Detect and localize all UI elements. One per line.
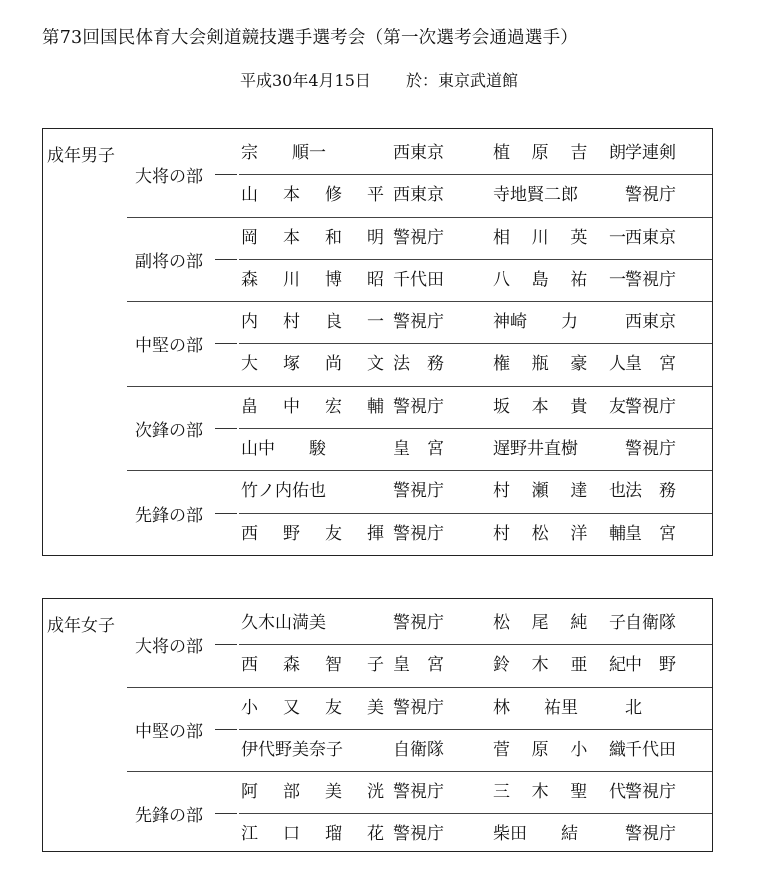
player-name-left: 岡 本 和 明 bbox=[241, 227, 384, 248]
player-name-right: 神崎 力 bbox=[493, 312, 578, 333]
player-name-left: 江 口 瑠 花 bbox=[241, 824, 384, 845]
player-name-right: 村 瀬 達 也 bbox=[493, 481, 626, 502]
division-label: 次鋒の部 bbox=[135, 416, 205, 441]
player-row bbox=[43, 771, 712, 813]
affiliation-right: 千代田 bbox=[625, 739, 676, 760]
row-separator bbox=[239, 343, 712, 344]
men-selection-table bbox=[42, 128, 713, 556]
affiliation-left: 警視庁 bbox=[393, 613, 444, 633]
player-name-right: 柴田 結 bbox=[493, 824, 578, 845]
player-name-right: 菅 原 小 織 bbox=[493, 739, 626, 760]
player-row bbox=[43, 386, 712, 428]
affiliation-right: 警視庁 bbox=[625, 782, 676, 803]
player-name-left: 大 塚 尚 文 bbox=[241, 354, 384, 375]
player-name-left: 久木山満美 bbox=[241, 613, 326, 633]
event-venue: 於：東京武道館 bbox=[406, 71, 519, 90]
player-row bbox=[43, 132, 712, 174]
row-separator bbox=[239, 813, 712, 814]
division-label: 中堅の部 bbox=[135, 331, 205, 356]
player-row bbox=[43, 513, 712, 555]
player-row bbox=[43, 602, 712, 644]
division-block bbox=[43, 602, 712, 687]
player-name-left: 畠 中 宏 輔 bbox=[241, 396, 384, 417]
division-label: 副将の部 bbox=[135, 247, 205, 272]
player-name-right: 林 祐里 bbox=[493, 697, 578, 718]
affiliation-right: 自衛隊 bbox=[625, 613, 676, 633]
division-block bbox=[43, 301, 712, 386]
division-block bbox=[43, 687, 712, 772]
affiliation-left: 警視庁 bbox=[393, 312, 444, 333]
women-selection-table bbox=[42, 598, 713, 852]
affiliation-right: 中 野 bbox=[625, 655, 676, 676]
event-date: 平成30年4月15日 bbox=[240, 71, 371, 90]
division-block bbox=[43, 470, 712, 555]
player-row bbox=[43, 301, 712, 343]
player-name-left: 山中 駿 bbox=[241, 439, 326, 460]
document-title: 第73回国民体育大会剣道競技選手選考会（第一次選考会通過選手） bbox=[42, 28, 578, 48]
affiliation-right: 皇 宮 bbox=[625, 523, 676, 544]
row-separator bbox=[239, 644, 712, 645]
player-name-left: 阿 部 美 洸 bbox=[241, 782, 384, 803]
row-separator bbox=[239, 174, 712, 175]
affiliation-right: 警視庁 bbox=[625, 439, 676, 460]
affiliation-left: 警視庁 bbox=[393, 396, 444, 417]
row-separator bbox=[239, 428, 712, 429]
player-name-left: 小 又 友 美 bbox=[241, 697, 384, 718]
affiliation-left: 自衛隊 bbox=[393, 739, 444, 760]
category-label: 成年女子 bbox=[47, 616, 115, 636]
player-name-right: 三 木 聖 代 bbox=[493, 782, 626, 803]
event-info bbox=[240, 68, 518, 91]
affiliation-left: 皇 宮 bbox=[393, 655, 444, 676]
division-block bbox=[43, 771, 712, 856]
player-name-right: 相 川 英 一 bbox=[493, 227, 626, 248]
affiliation-left: 警視庁 bbox=[393, 782, 444, 803]
affiliation-right: 皇 宮 bbox=[625, 354, 676, 375]
player-name-left: 山 本 修 平 bbox=[241, 185, 384, 206]
affiliation-right: 北 bbox=[625, 697, 642, 718]
affiliation-left: 警視庁 bbox=[393, 227, 444, 248]
division-label: 中堅の部 bbox=[135, 717, 205, 742]
player-row bbox=[43, 644, 712, 686]
affiliation-right: 警視庁 bbox=[625, 824, 676, 845]
player-name-left: 西 野 友 揮 bbox=[241, 523, 384, 544]
division-label: 大将の部 bbox=[135, 632, 205, 657]
affiliation-left: 警視庁 bbox=[393, 824, 444, 845]
division-label: 先鋒の部 bbox=[135, 801, 205, 826]
player-name-left: 伊代野美奈子 bbox=[241, 739, 343, 760]
affiliation-right: 警視庁 bbox=[625, 396, 676, 417]
player-name-right: 遅野井直樹 bbox=[493, 439, 578, 460]
player-name-right: 植 原 吉 朗 bbox=[493, 143, 626, 163]
player-name-right: 村 松 洋 輔 bbox=[493, 523, 626, 544]
affiliation-left: 警視庁 bbox=[393, 697, 444, 718]
player-row bbox=[43, 813, 712, 855]
player-name-left: 西 森 智 子 bbox=[241, 655, 384, 676]
player-name-right: 寺地賢二郎 bbox=[493, 185, 578, 206]
affiliation-left: 皇 宮 bbox=[393, 439, 444, 460]
affiliation-right: 学連剣 bbox=[625, 143, 676, 163]
player-name-right: 八 島 祐 一 bbox=[493, 269, 626, 290]
affiliation-left: 警視庁 bbox=[393, 481, 444, 502]
player-name-left: 内 村 良 一 bbox=[241, 312, 384, 333]
affiliation-right: 法 務 bbox=[625, 481, 676, 502]
player-row bbox=[43, 259, 712, 301]
affiliation-left: 警視庁 bbox=[393, 523, 444, 544]
affiliation-left: 西東京 bbox=[393, 185, 444, 206]
player-name-right: 松 尾 純 子 bbox=[493, 613, 626, 633]
row-separator bbox=[239, 513, 712, 514]
division-block bbox=[43, 132, 712, 217]
division-block bbox=[43, 386, 712, 471]
category-label: 成年男子 bbox=[47, 146, 115, 166]
player-row bbox=[43, 687, 712, 729]
division-block bbox=[43, 217, 712, 302]
player-name-right: 権 瓶 豪 人 bbox=[493, 354, 626, 375]
division-label: 先鋒の部 bbox=[135, 501, 205, 526]
affiliation-right: 警視庁 bbox=[625, 185, 676, 206]
affiliation-left: 法 務 bbox=[393, 354, 444, 375]
player-name-right: 鈴 木 亜 紀 bbox=[493, 655, 626, 676]
affiliation-left: 千代田 bbox=[393, 269, 444, 290]
affiliation-left: 西東京 bbox=[393, 143, 444, 163]
row-separator bbox=[239, 729, 712, 730]
player-name-left: 宗 順一 bbox=[241, 143, 326, 163]
division-label: 大将の部 bbox=[135, 162, 205, 187]
player-row bbox=[43, 217, 712, 259]
player-row bbox=[43, 174, 712, 216]
player-row bbox=[43, 343, 712, 385]
player-row bbox=[43, 470, 712, 512]
player-name-left: 竹ノ内佑也 bbox=[241, 481, 326, 502]
affiliation-right: 西東京 bbox=[625, 312, 676, 333]
player-row bbox=[43, 729, 712, 771]
player-name-right: 坂 本 貴 友 bbox=[493, 396, 626, 417]
affiliation-right: 警視庁 bbox=[625, 269, 676, 290]
player-name-left: 森 川 博 昭 bbox=[241, 269, 384, 290]
affiliation-right: 西東京 bbox=[625, 227, 676, 248]
player-row bbox=[43, 428, 712, 470]
row-separator bbox=[239, 259, 712, 260]
